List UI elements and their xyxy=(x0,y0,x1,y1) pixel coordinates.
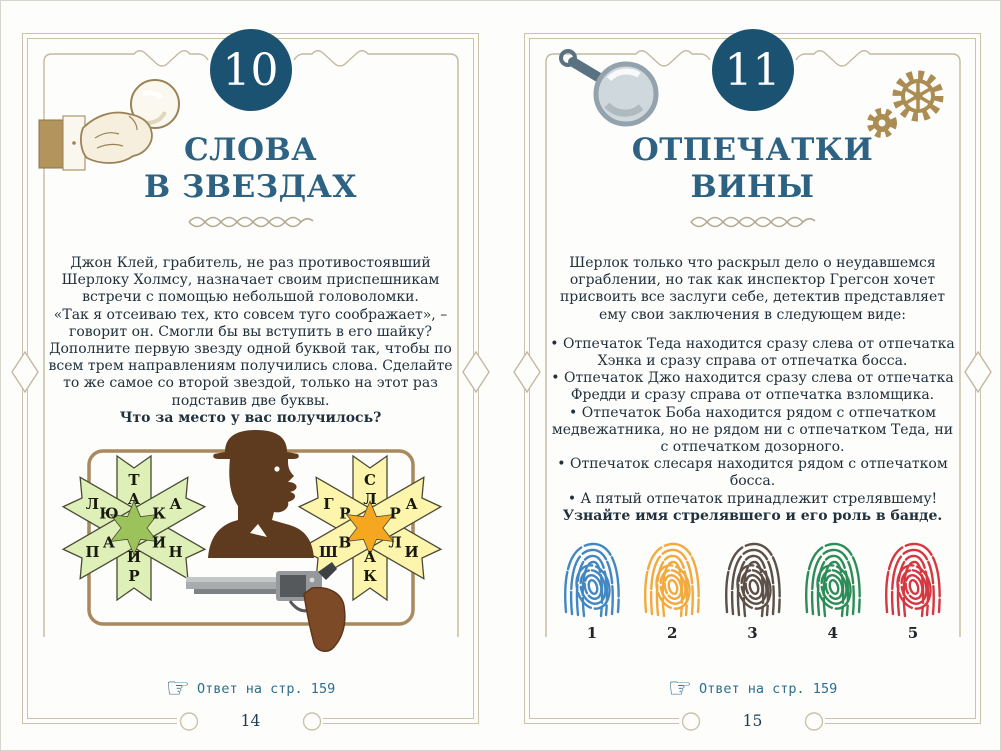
fingerprint-3 xyxy=(721,538,785,642)
answer-reference xyxy=(165,673,336,704)
puzzle-number: 10 xyxy=(222,44,279,96)
title-line-1: СЛОВА xyxy=(183,132,318,168)
puzzle-question: Что за место у вас получилось? xyxy=(119,409,382,426)
puzzle-paragraphs xyxy=(48,255,453,410)
title-line-2: В ЗВЕЗДАХ xyxy=(144,169,357,205)
clue-item: • Отпечаток Джо находится сразу слева от отпечатка Фредди и сразу справа от отпечатка взломщика. xyxy=(550,370,955,404)
star-letter: Л xyxy=(388,533,402,552)
puzzle-text xyxy=(48,255,453,427)
fingerprint-4 xyxy=(801,538,865,642)
star-letter: Ш xyxy=(318,543,338,561)
fingerprint-number: 4 xyxy=(827,624,838,642)
fingerprint-icon xyxy=(881,538,945,618)
puzzle-text xyxy=(550,255,955,525)
star-letter: Г xyxy=(323,495,334,513)
fingerprint-number: 1 xyxy=(586,624,598,642)
title-line-1: ОТПЕЧАТКИ xyxy=(631,132,874,168)
clue-item: • Отпечаток слесаря находится рядом с отпечатком босса. xyxy=(550,456,955,490)
star-letter: И xyxy=(126,548,142,566)
answer-reference-text: Ответ на стр. 159 xyxy=(197,681,336,697)
puzzle-title xyxy=(524,132,981,206)
page-number: 15 xyxy=(742,712,763,730)
star-letter: А xyxy=(169,495,182,513)
fingerprint-icon xyxy=(640,538,704,618)
page-left xyxy=(22,33,479,730)
star-letter: Р xyxy=(128,567,140,585)
sherlock-silhouette-icon xyxy=(208,430,314,558)
fingerprint-icon xyxy=(721,538,785,618)
puzzle-intro: Шерлок только что раскрыл дело о неудавшемся ограблении, но так как инспектор Грегсон хочет присвоить все заслуги себе, детектив представляет ему свои заключения в следующем виде: xyxy=(559,255,946,323)
body-paragraph: Джон Клей, грабитель, не раз противостоявший Шерлоку Холмсу, назначает своим приспешникам встречи с помощью небольшой головоломки. xyxy=(61,255,440,306)
fingerprints-illustration xyxy=(560,538,945,642)
star-letter: Н xyxy=(168,543,183,561)
body-paragraph: «Так я отсеиваю тех, кто совсем туго соображает», – говорит он. Смогли бы вы вступить в его шайку? Дополните первую звезду одной буквой так, чтобы по всем трем направлениям получились слова. Сделайте то же самое со второй звездой, только на этот раз подставив две буквы. xyxy=(48,306,453,409)
wave-ornament xyxy=(689,215,817,229)
star-letter: Л xyxy=(85,495,100,513)
puzzle-number-badge xyxy=(712,29,794,111)
page-number: 14 xyxy=(240,712,261,730)
clue-item: • Отпечаток Теда находится сразу слева от отпечатка Хэнка и сразу справа от отпечатка босса. xyxy=(550,336,955,370)
fingerprint-1 xyxy=(560,538,624,642)
puzzle-number-badge xyxy=(210,29,292,111)
puzzle-question: Узнайте имя стрелявшего и его роль в банде. xyxy=(562,507,943,524)
star-letter: Ю xyxy=(99,504,119,523)
fingerprint-icon xyxy=(801,538,865,618)
pointing-hand-icon: ☞ xyxy=(667,673,693,704)
clues-list xyxy=(550,336,955,508)
answer-reference xyxy=(667,673,838,704)
star-letter: В xyxy=(338,533,352,552)
title-line-2: ВИНЫ xyxy=(690,169,815,205)
star-letter: А xyxy=(127,490,141,508)
star-letter: Т xyxy=(128,471,140,489)
clue-item: • Отпечаток Боба находится рядом с отпечатком медвежатника, но не рядом ни с отпечатком Теда, ни с отпечатком дозорного. xyxy=(550,405,955,457)
fingerprint-number: 2 xyxy=(667,624,678,642)
answer-reference-text: Ответ на стр. 159 xyxy=(699,681,838,697)
fingerprint-number: 3 xyxy=(747,624,758,642)
star-letter: А xyxy=(102,533,116,552)
wave-ornament xyxy=(187,215,315,229)
star-letter: С xyxy=(364,471,376,489)
revolver-icon xyxy=(186,562,345,651)
clue-item: • А пятый отпечаток принадлежит стрелявшему! xyxy=(550,491,955,508)
page-right xyxy=(524,33,981,730)
puzzle-number: 11 xyxy=(724,44,781,96)
magnifying-glass-icon xyxy=(541,31,681,141)
fingerprint-number: 5 xyxy=(907,624,919,642)
pointing-hand-icon: ☞ xyxy=(165,673,191,704)
fingerprint-5 xyxy=(881,538,945,642)
fingerprint-icon xyxy=(560,538,624,618)
star-letter: И xyxy=(404,543,419,561)
star-letter: А xyxy=(363,548,377,566)
star-letter: Л xyxy=(363,490,377,508)
star-letter: И xyxy=(152,533,167,552)
star-letter: Р xyxy=(339,504,351,523)
stars-illustration xyxy=(62,428,442,663)
puzzle-title xyxy=(22,132,479,206)
star-letter: А xyxy=(405,495,418,513)
fingerprint-2 xyxy=(640,538,704,642)
star-letter: П xyxy=(85,543,100,561)
star-letter: К xyxy=(363,567,377,585)
star-letter: К xyxy=(152,504,166,523)
green-letter-star xyxy=(63,456,205,600)
star-letter: Р xyxy=(389,504,401,523)
